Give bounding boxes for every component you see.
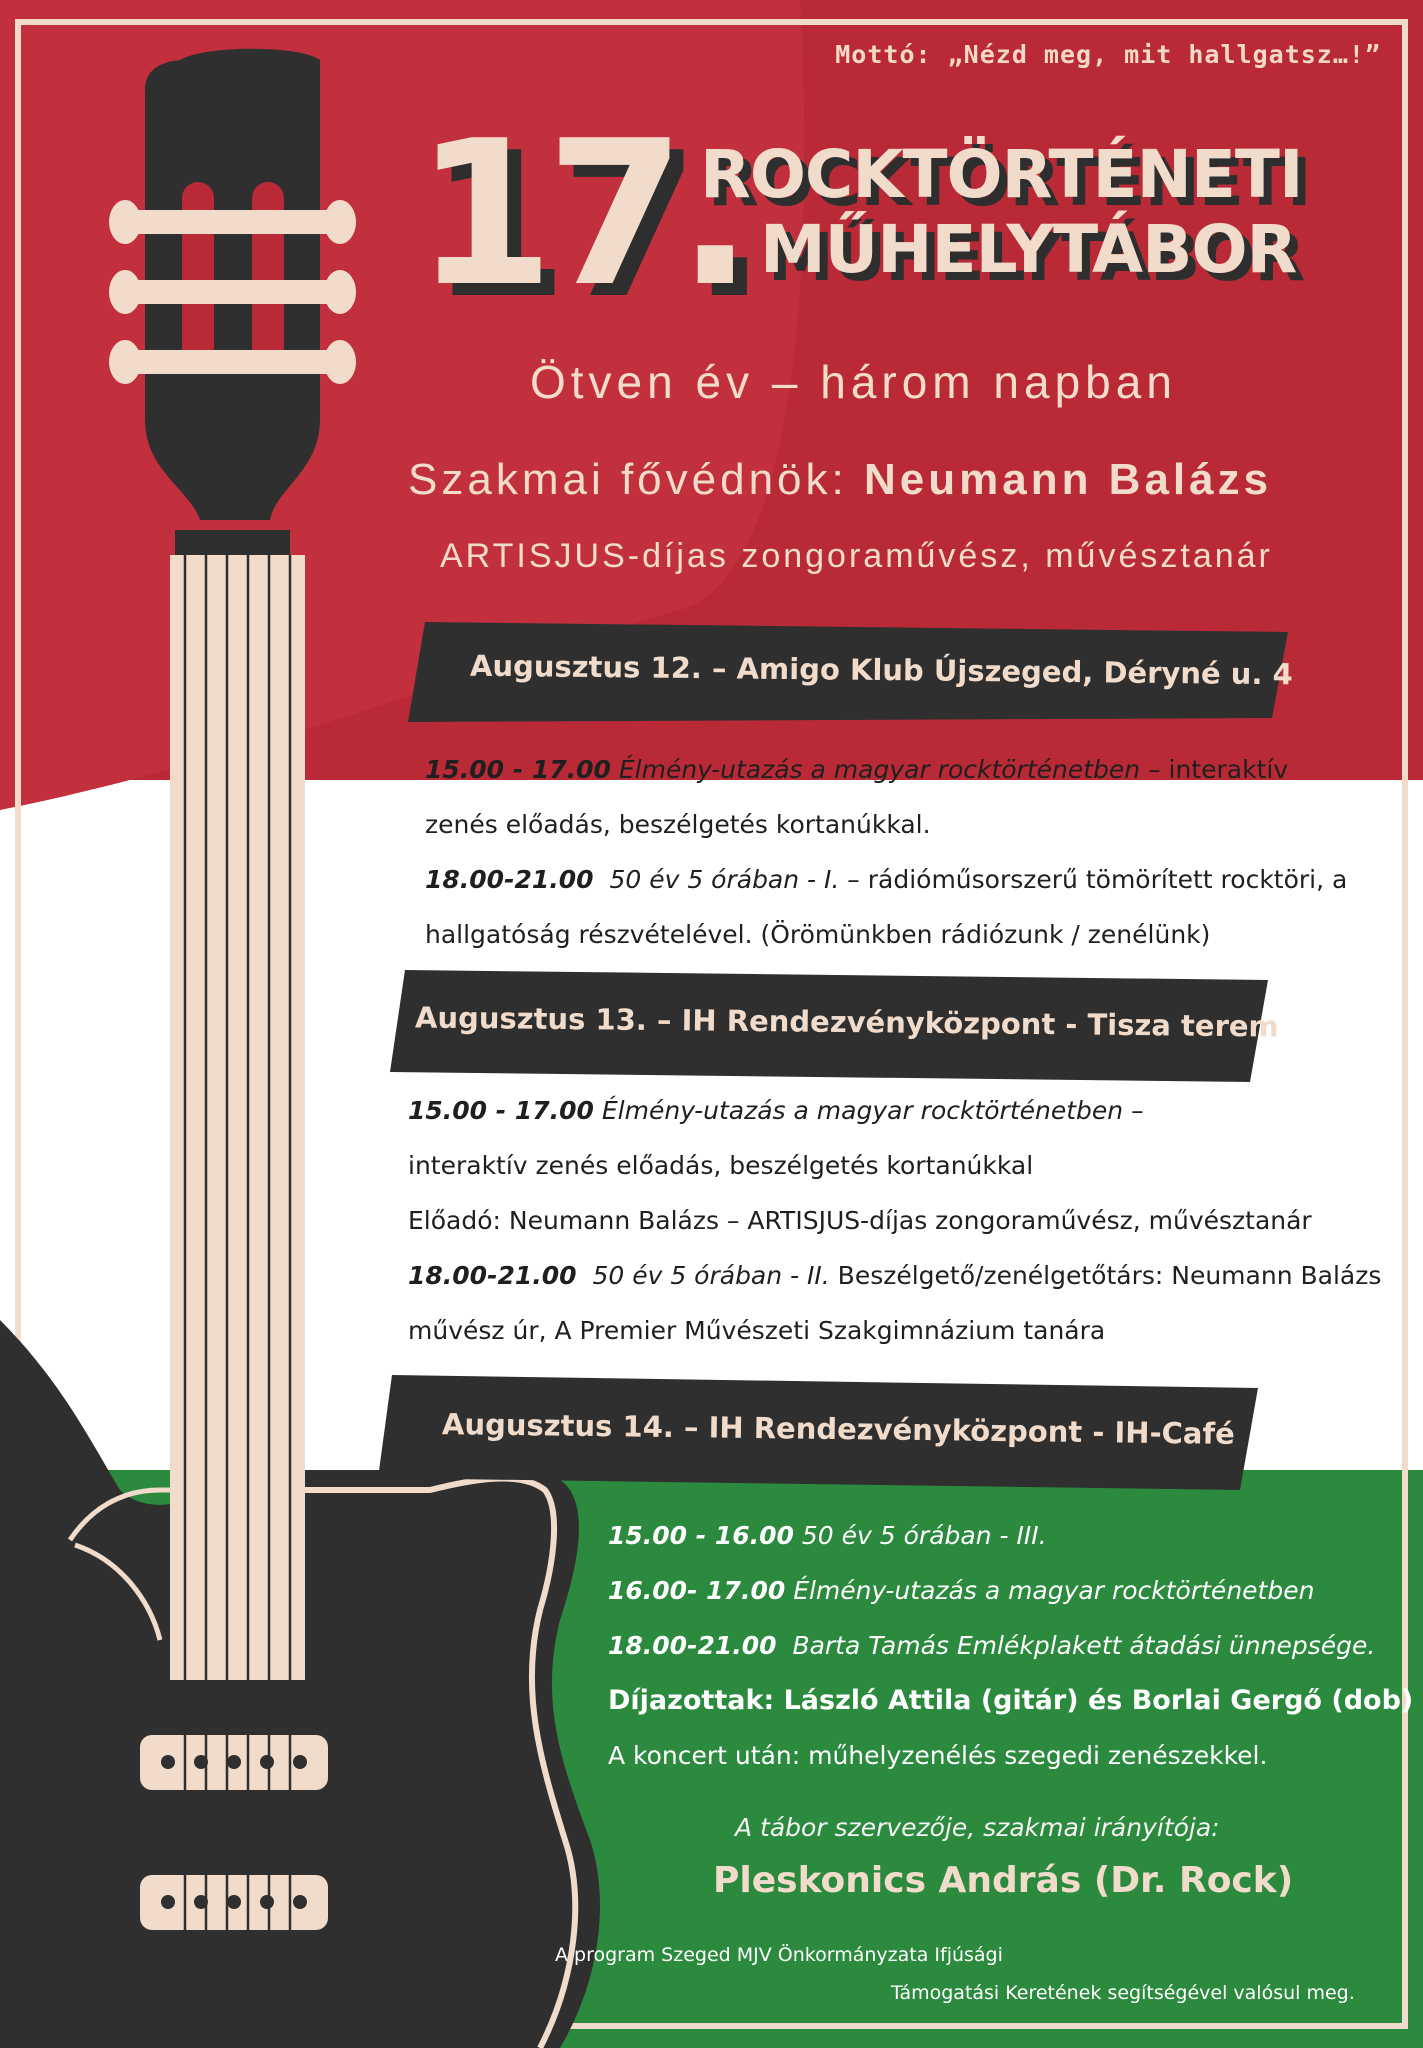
- day3-program: [608, 1508, 1413, 1783]
- program-line: 15.00 - 17.00 Élmény-utazás a magyar rocktörténetben –: [408, 1096, 1144, 1125]
- title-line2: MŰHELYTÁBOR: [760, 211, 1297, 288]
- program-line: 18.00-21.00 Barta Tamás Emlékplakett átadási ünnepsége.: [608, 1631, 1376, 1660]
- patron-name: Neumann Balázs: [863, 455, 1273, 504]
- program-line: interaktív zenés előadás, beszélgetés kortanúkkal: [408, 1151, 1034, 1180]
- organizer-name: Pleskonics András (Dr. Rock): [713, 1860, 1294, 1901]
- day1-heading: Augusztus 12. – Amigo Klub Újszeged, Déryné u. 4: [469, 648, 1293, 692]
- subtitle: Ötven év – három napban: [530, 356, 1177, 408]
- program-line: 15.00 - 17.00 Élmény-utazás a magyar rocktörténetben – interaktív: [425, 755, 1289, 784]
- program-line: 16.00- 17.00 Élmény-utazás a magyar rocktörténetben: [608, 1576, 1315, 1605]
- patron-label: Szakmai fővédnök:: [408, 455, 848, 504]
- footer-line2: Támogatási Keretének segítségével valósul meg.: [891, 1982, 1355, 2004]
- program-line: Előadó: Neumann Balázs – ARTISJUS-díjas zongoraművész, művésztanár: [408, 1206, 1312, 1235]
- program-line: zenés előadás, beszélgetés kortanúkkal.: [425, 810, 931, 839]
- day3-heading: Augusztus 14. – IH Rendezvényközpont - IH-Café: [441, 1407, 1235, 1451]
- program-line: A koncert után: műhelyzenélés szegedi zenészekkel.: [608, 1741, 1268, 1770]
- organizer-label: A tábor szervezője, szakmai irányítója:: [735, 1813, 1220, 1842]
- patron: [408, 455, 1272, 505]
- program-line: 15.00 - 16.00 50 év 5 órában - III.: [608, 1521, 1047, 1550]
- day2-heading: Augusztus 13. – IH Rendezvényközpont - Tisza terem: [414, 1000, 1279, 1044]
- program-line: művész úr, A Premier Művészeti Szakgimnázium tanára: [408, 1316, 1106, 1345]
- day2-program: [408, 1083, 1381, 1358]
- footer-line1: A program Szeged MJV Önkormányzata Ifjúsági: [555, 1944, 1003, 1966]
- program-line: hallgatóság részvételével. (Örömünkben rádiózunk / zenélünk): [425, 920, 1211, 949]
- motto: Mottó: „Nézd meg, mit hallgatsz…!”: [835, 40, 1381, 69]
- day1-program: [425, 742, 1347, 962]
- awardees: Díjazottak: László Attila (gitár) és Borlai Gergő (dob): [608, 1685, 1414, 1716]
- program-line: 18.00-21.00 50 év 5 órában - II. Beszélgető/zenélgetőtárs: Neumann Balázs: [408, 1261, 1382, 1290]
- edition-number: 17.: [415, 98, 746, 331]
- patron-description: ARTISJUS-díjas zongoraművész, művésztanár: [440, 537, 1273, 575]
- program-line: 18.00-21.00 50 év 5 órában - I. – rádióműsorszerű tömörített rocktöri, a: [425, 865, 1348, 894]
- title-line1: ROCKTÖRTÉNETI: [700, 136, 1303, 213]
